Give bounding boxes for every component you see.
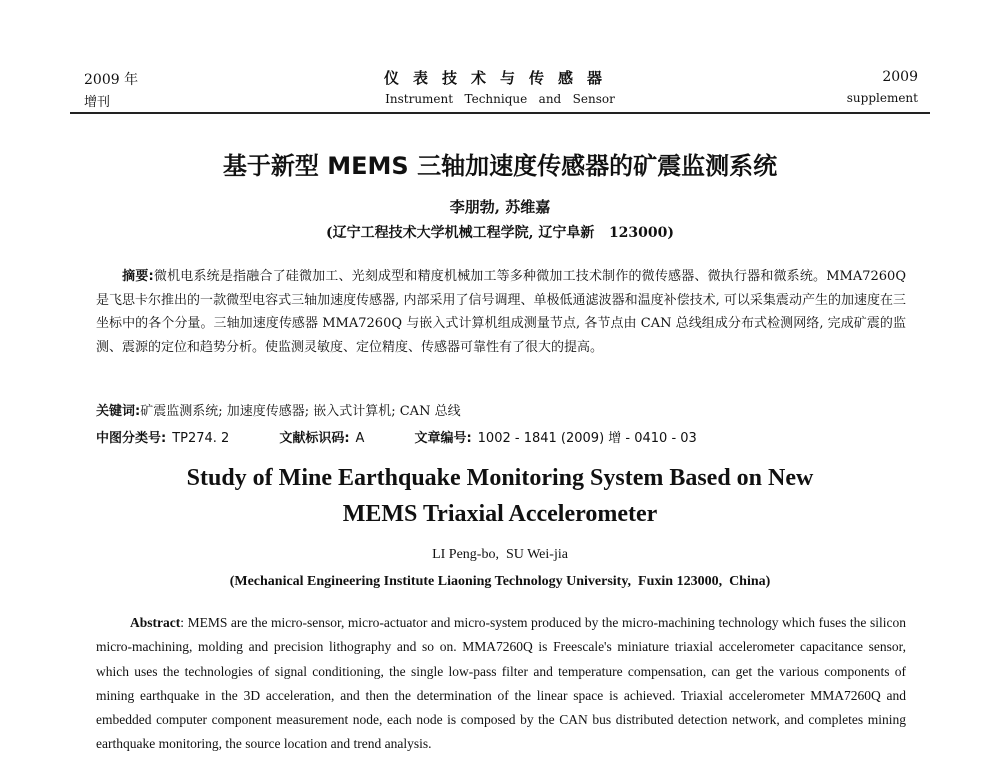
journal-name-en: Instrument Technique and Sensor xyxy=(385,92,615,106)
title-en-line1: Study of Mine Earthquake Monitoring System Based on New xyxy=(186,465,814,491)
affiliation-cn: (辽宁工程技术大学机械工程学院, 辽宁阜新 123000) xyxy=(325,225,675,241)
abstract-en-text: MEMS are the micro-sensor, micro-actuator and micro-system produced by the micro-machining technology which fuses the silicon micro-machining, molding and precision lithography and so on. MMA7260Q is Freescale's miniature triaxial accelerometer capacitance sensor, which uses the technologies of signal conditioning, the single low-pass filter and temperature compensation, can get the various components of mining earthquake in the 3D acceleration, and then the determination of the linear space is achieved. Triaxial accelerometer MMA7260Q and embedded computer component measurement node, each node is composed by the CAN bus distributed detection network, and completes mining earthquake monitoring, the source location and trend analysis. xyxy=(96,615,906,752)
keywords-cn-text: 矿震监测系统; 加速度传感器; 嵌入式计算机; CAN 总线 xyxy=(140,404,461,419)
keywords-cn xyxy=(96,400,461,419)
abstract-en-label: Abstract xyxy=(130,615,181,630)
abstract-cn-text: 微机电系统是指融合了硅微加工、光刻成型和精度机械加工等多种微加工技术制作的微传感器、微执行器和微系统。MMA7260Q 是飞思卡尔推出的一款微型电容式三轴加速度传感器, 内部采用了信号调理、单极低通滤波器和温度补偿技术, 可以采集震动产生的加速度在三坐标中的各个分量。三轴加速度传感器 MMA7260Q 与嵌入式计算机组成测量节点, 各节点由 CAN 总线组成分布式检测网络, 完成矿震的监测、震源的定位和趋势分析。使监测灵敏度、定位精度、传感器可靠性有了很大的提高。 xyxy=(96,269,906,355)
classification-line xyxy=(96,427,703,446)
authors-cn: 李朋勃, 苏维嘉 xyxy=(449,198,551,216)
header-year-left: 2009 年 xyxy=(84,72,139,88)
keywords-cn-label: 关键词: xyxy=(96,404,141,419)
clc-label: 中图分类号: xyxy=(96,431,167,446)
authors-en: LI Peng-bo, SU Wei-jia xyxy=(432,547,568,562)
abstract-en: Abstract: MEMS are the micro-sensor, micro-actuator and micro-system produced by the micro-machining technology which fuses the silicon micro-machining, molding and precision lithography and so on. MMA7260Q is Freescale's miniature triaxial accelerometer capacitance sensor, which uses the technologies of signal conditioning, the single low-pass filter and temperature compensation, can get the various components of mining earthquake in the 3D acceleration, and then the determination of the linear space is achieved. Triaxial accelerometer MMA7260Q and embedded computer component measurement node, each node is composed by the CAN bus distributed detection network, and completes mining earthquake monitoring, the source location and trend analysis. xyxy=(96,615,906,752)
header-supplement-left: 增刊 xyxy=(84,95,111,110)
doc-code-value: A xyxy=(355,431,365,446)
header-supplement-right: supplement xyxy=(846,91,918,105)
article-no-label: 文章编号: xyxy=(414,431,472,446)
affiliation-en: (Mechanical Engineering Institute Liaoning Technology University, Fuxin 123000, China) xyxy=(229,574,771,589)
header-year-right: 2009 xyxy=(882,69,918,85)
doc-code-label: 文献标识码: xyxy=(279,431,350,446)
title-en-line2: MEMS Triaxial Accelerometer xyxy=(342,501,658,527)
abstract-cn xyxy=(96,265,906,359)
clc-value: TP274. 2 xyxy=(172,431,230,446)
article-no-value: 1002 - 1841 (2009) 增 - 0410 - 03 xyxy=(477,431,697,446)
title-en xyxy=(0,460,1000,532)
header-rule xyxy=(70,112,930,114)
title-cn: 基于新型 MEMS 三轴加速度传感器的矿震监测系统 xyxy=(222,152,778,180)
journal-name-cn: 仪表技术与传感器 xyxy=(383,69,616,87)
abstract-cn-label: 摘要: xyxy=(122,269,154,284)
